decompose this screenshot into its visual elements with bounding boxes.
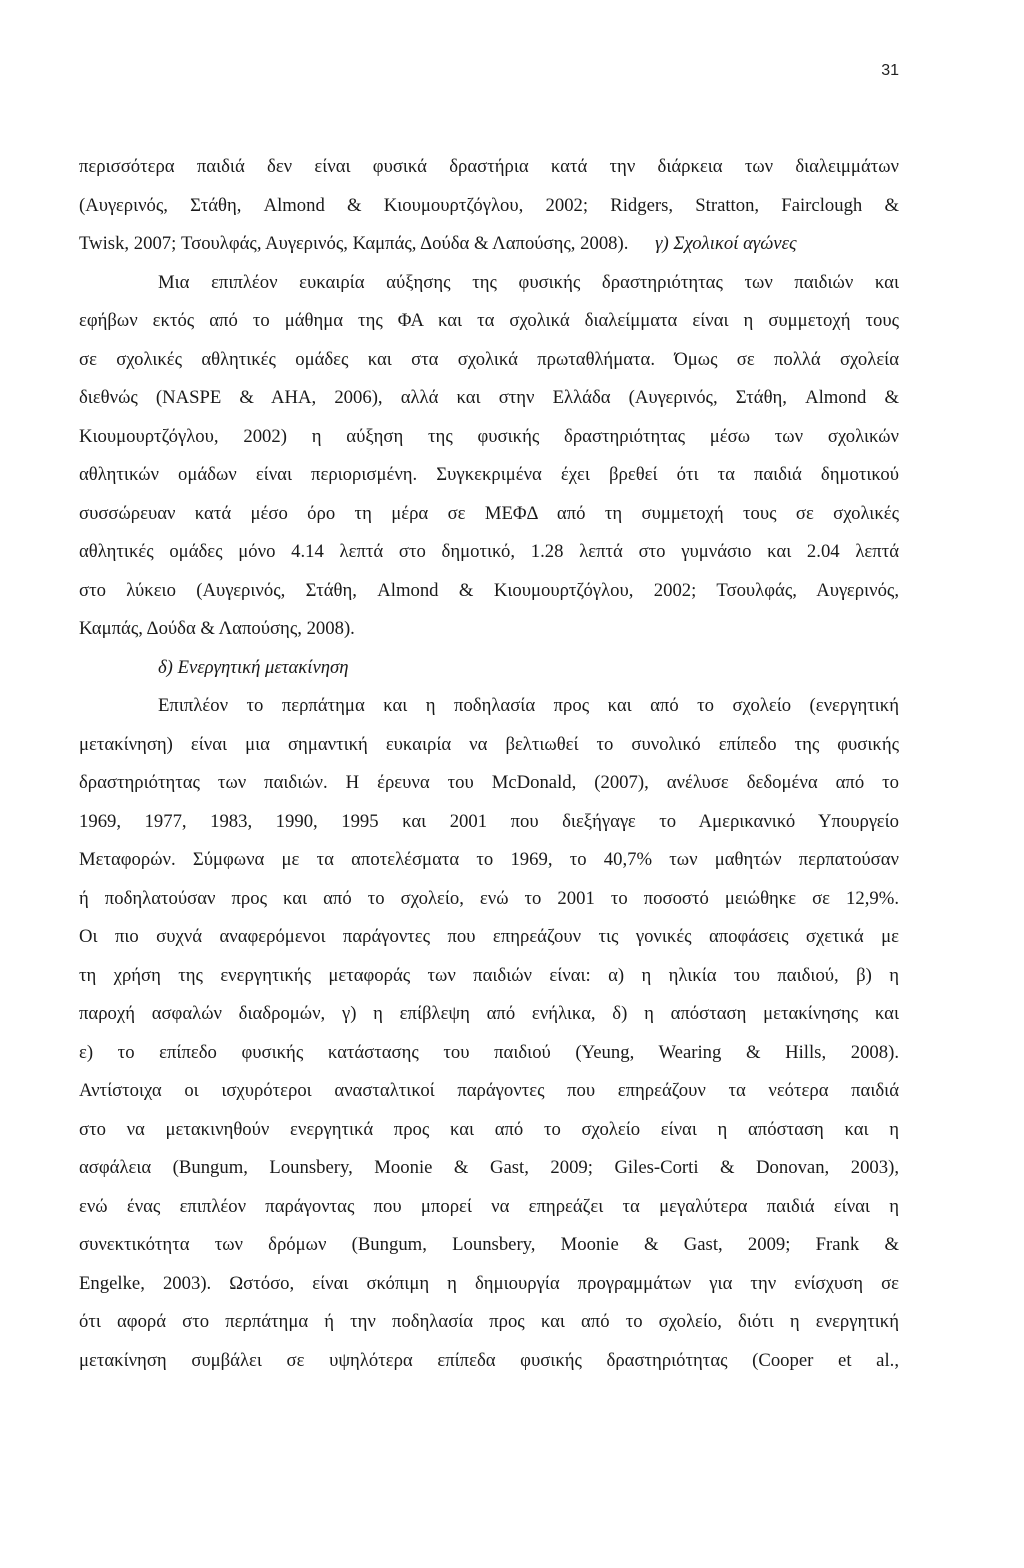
text-line: Μεταφορών. Σύμφωνα με τα αποτελέσματα το 1969, το 40,7% των μαθητών περπατούσαν [79,849,899,870]
section-heading-school-games: γ) Σχολικοί αγώνες [655,233,797,254]
text-line: παροχή ασφαλών διαδρομών, γ) η επίβλεψη από ενήλικα, δ) η απόσταση μετακίνησης και [79,1003,899,1024]
text-line: μετακίνηση) είναι μια σημαντική ευκαιρία να βελτιωθεί το συνολικό επίπεδο της φυσικής [79,733,899,755]
text-line: ε) το επίπεδο φυσικής κατάστασης του παιδιού (Yeung, Wearing & Hills, 2008). [79,1041,899,1063]
text-line: εφήβων εκτός από το μάθημα της ΦΑ και τα σχολικά διαλείμματα είναι η συμμετοχή τους [79,310,899,331]
page-number: 31 [881,62,899,79]
text-line: δραστηριότητας των παιδιών. Η έρευνα του McDonald, (2007), ανέλυσε δεδομένα από το [79,772,899,793]
text-line: τη χρήση της ενεργητικής μεταφοράς των παιδιών είναι: α) η ηλικία του παιδιού, β) η [79,964,899,986]
text-line: στο λύκειο (Αυγερινός, Στάθη, Almond & Κιουμουρτζόγλου, 2002; Τσουλφάς, Αυγερινός, [79,579,899,601]
text-line: 1969, 1977, 1983, 1990, 1995 και 2001 που διεξήγαγε το Αμερικανικό Υπουργείο [79,810,899,832]
text-line: διεθνώς (NASPE & AHA, 2006), αλλά και στην Ελλάδα (Αυγερινός, Στάθη, Almond & [79,387,899,408]
text-line: συσσώρευαν κατά μέσο όρο τη μέρα σε ΜΕΦΔ από τη συμμετοχή τους σε σχολικές [79,502,899,524]
text-line: μετακίνηση συμβάλει σε υψηλότερα επίπεδα φυσικής δραστηριότητας (Cooper et al., [79,1349,899,1371]
text-line: Twisk, 2007; Τσουλφάς, Αυγερινός, Καμπάς, Δούδα & Λαπούσης, 2008). [79,233,629,254]
text-line: Μια επιπλέον ευκαιρία αύξησης της φυσικής δραστηριότητας των παιδιών και [158,271,899,293]
text-line: Κιουμουρτζόγλου, 2002) η αύξηση της φυσικής δραστηριότητας μέσω των σχολικών [79,425,899,447]
text-line: σε σχολικές αθλητικές ομάδες και στα σχολικά πρωταθλήματα. Όμως σε πολλά σχολεία [79,348,899,370]
text-line: Αντίστοιχα οι ισχυρότεροι ανασταλτικοί παράγοντες που επηρεάζουν τα νεότερα παιδιά [79,1080,899,1101]
text-line: Οι πιο συχνά αναφερόμενοι παράγοντες που επηρεάζουν τις γονικές αποφάσεις σχετικά με [79,926,899,947]
text-line: Καμπάς, Δούδα & Λαπούσης, 2008). [79,618,355,639]
text-line: συνεκτικότητα των δρόμων (Bungum, Lounsbery, Moonie & Gast, 2009; Frank & [79,1234,899,1255]
text-line: αθλητικών ομάδων είναι περιορισμένη. Συγκεκριμένα έχει βρεθεί ότι τα παιδιά δημοτικού [79,464,899,485]
text-line: ενώ ένας επιπλέον παράγοντας που μπορεί να επηρεάζει τα μεγαλύτερα παιδιά είναι η [79,1195,899,1217]
text-line: περισσότερα παιδιά δεν είναι φυσικά δραστήρια κατά την διάρκεια των διαλειμμάτων [79,156,899,177]
section-heading-active-transport: δ) Ενεργητική μετακίνηση [158,656,349,678]
text-line: στο να μετακινηθούν ενεργητικά προς και από το σχολείο είναι η απόσταση και η [79,1118,899,1140]
text-line: (Αυγερινός, Στάθη, Almond & Κιουμουρτζόγλου, 2002; Ridgers, Stratton, Fairclough & [79,194,899,216]
text-line: αθλητικές ομάδες μόνο 4.14 λεπτά στο δημοτικό, 1.28 λεπτά στο γυμνάσιο και 2.04 λεπτά [79,541,899,562]
document-body [79,148,899,1380]
text-line: ασφάλεια (Bungum, Lounsbery, Moonie & Gast, 2009; Giles-Corti & Donovan, 2003), [79,1157,899,1178]
text-line: ότι αφορά στο περπάτημα ή την ποδηλασία προς και από το σχολείο, διότι η ενεργητική [79,1311,899,1332]
text-line: ή ποδηλατούσαν προς και από το σχολείο, ενώ το 2001 το ποσοστό μειώθηκε σε 12,9%. [79,887,899,909]
text-line: Engelke, 2003). Ωστόσο, είναι σκόπιμη η δημιουργία προγραμμάτων για την ενίσχυση σε [79,1272,899,1294]
text-line: Επιπλέον το περπάτημα και η ποδηλασία προς και από το σχολείο (ενεργητική [158,695,899,716]
